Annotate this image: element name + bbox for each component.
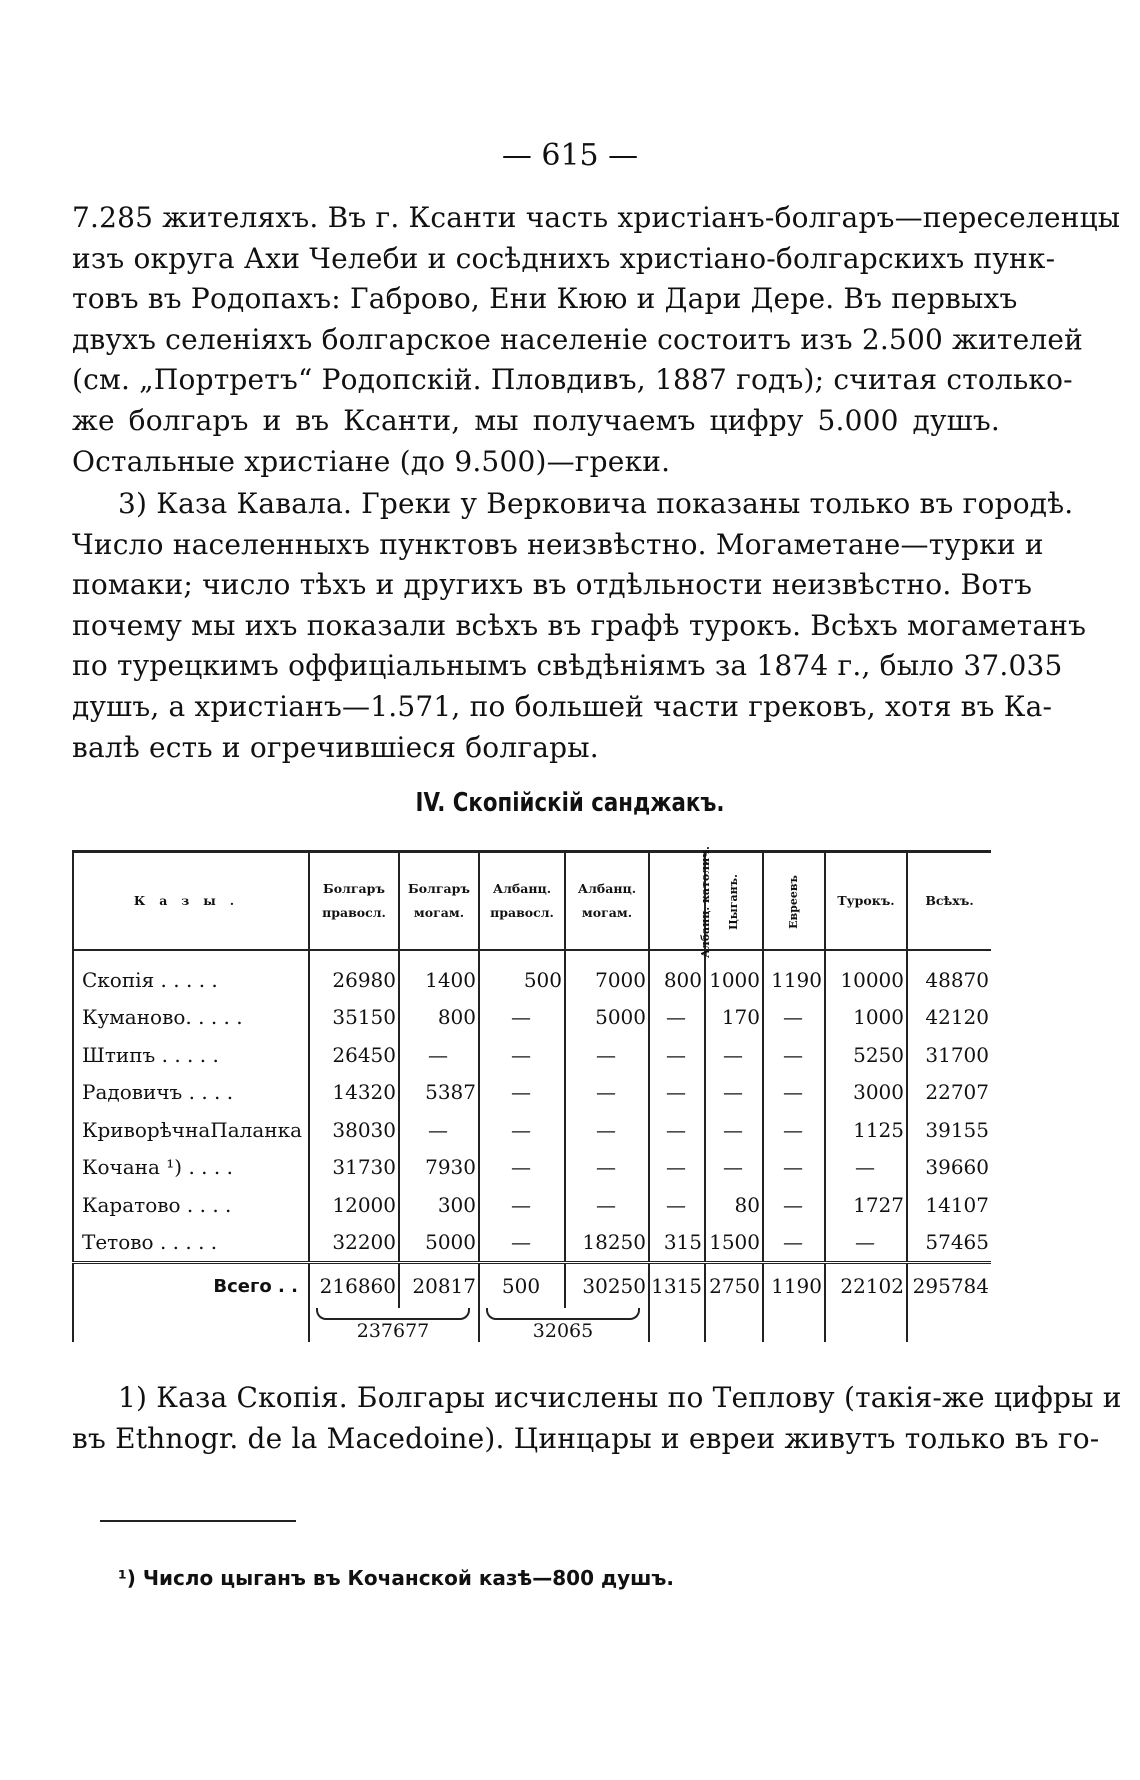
header-alban-mogam: Албанц. могам. bbox=[565, 852, 649, 951]
sum-alban: 32065 bbox=[479, 1308, 649, 1342]
header-evrei: Евреевъ bbox=[763, 852, 825, 951]
text-line: Остальные христiане (до 9.500)—греки. bbox=[72, 444, 671, 478]
table-cell: 31700 bbox=[907, 1036, 991, 1074]
table-cell bbox=[73, 1308, 309, 1342]
total-label: Всего . . bbox=[73, 1263, 309, 1309]
table-cell: — bbox=[565, 1186, 649, 1224]
table-cell: — bbox=[479, 1074, 565, 1112]
table-cell: 7930 bbox=[399, 1149, 479, 1187]
table-header-row bbox=[73, 852, 991, 951]
table-cell: — bbox=[649, 1074, 705, 1112]
table-cell: 31730 bbox=[309, 1149, 399, 1187]
header-bolgar-mogam: Болгаръ могам. bbox=[399, 852, 479, 951]
table-cell: 170 bbox=[705, 999, 763, 1037]
table-row bbox=[73, 1111, 991, 1149]
table-cell: — bbox=[705, 1149, 763, 1187]
table-cell: — bbox=[565, 1074, 649, 1112]
table-cell: 42120 bbox=[907, 999, 991, 1037]
table-cell: — bbox=[763, 1186, 825, 1224]
table-cell: 14320 bbox=[309, 1074, 399, 1112]
header-bolgar-pravosl: Болгаръ правосл. bbox=[309, 852, 399, 951]
table-cell: — bbox=[763, 1224, 825, 1263]
table-cell: 295784 bbox=[907, 1263, 991, 1309]
table-cell: — bbox=[479, 1111, 565, 1149]
table-cell: — bbox=[565, 1149, 649, 1187]
table-cell: 10000 bbox=[825, 950, 907, 999]
text-line: (см. „Портретъ“ Родопскій. Пловдивъ, 1887 годъ); считая столько- bbox=[72, 363, 1073, 397]
table-cell: 1500 bbox=[705, 1224, 763, 1263]
text-line: же болгаръ и въ Ксанти, мы получаемъ цифру 5.000 душъ. bbox=[72, 403, 1000, 437]
table-cell: 1190 bbox=[763, 1263, 825, 1309]
row-name: Скопія . . . . . bbox=[73, 950, 309, 999]
table-cell: — bbox=[825, 1149, 907, 1187]
table-cell: 22707 bbox=[907, 1074, 991, 1112]
table-cell bbox=[705, 1308, 763, 1342]
table-row bbox=[73, 1074, 991, 1112]
row-name: Кочана ¹) . . . . bbox=[73, 1149, 309, 1187]
table-cell: 7000 bbox=[565, 950, 649, 999]
text-line: 3) Каза Кавала. Греки у Верковича показаны только въ городѣ. bbox=[118, 487, 1074, 520]
table-cell: 30250 bbox=[565, 1263, 649, 1309]
paragraph-kavala bbox=[72, 484, 1087, 768]
section-title: IV. Скопійскій санджакъ. bbox=[415, 788, 725, 818]
table-row bbox=[73, 999, 991, 1037]
table-cell: 500 bbox=[479, 1263, 565, 1309]
table-cell: 26980 bbox=[309, 950, 399, 999]
row-name: Куманово. . . . . bbox=[73, 999, 309, 1037]
table-cell: 500 bbox=[479, 950, 565, 999]
table-cell: — bbox=[649, 1149, 705, 1187]
table-cell: — bbox=[649, 1111, 705, 1149]
text-line: 7.285 жителяхъ. Въ г. Ксанти часть христіанъ-болгаръ—переселенцы bbox=[72, 201, 1121, 234]
paragraph-ksanti bbox=[72, 198, 1121, 482]
table-cell: 20817 bbox=[399, 1263, 479, 1309]
table-cell: 5250 bbox=[825, 1036, 907, 1074]
table-cell: 38030 bbox=[309, 1111, 399, 1149]
row-name: Тетово . . . . . bbox=[73, 1224, 309, 1263]
table-total-row bbox=[73, 1263, 991, 1309]
table-cell: 300 bbox=[399, 1186, 479, 1224]
text-line: Число населенныхъ пунктовъ неизвѣстно. Могаметане—турки и bbox=[72, 527, 1044, 561]
table-cell: 12000 bbox=[309, 1186, 399, 1224]
table-row bbox=[73, 1224, 991, 1263]
table-cell bbox=[763, 1308, 825, 1342]
table-cell bbox=[649, 1308, 705, 1342]
table-cell: 5000 bbox=[565, 999, 649, 1037]
table-cell: 1190 bbox=[763, 950, 825, 999]
table-cell: 35150 bbox=[309, 999, 399, 1037]
header-kazy: Казы. bbox=[73, 852, 309, 951]
paragraph-skopje bbox=[72, 1378, 1122, 1459]
table-cell: 14107 bbox=[907, 1186, 991, 1224]
text-line: изъ округа Ахи Челеби и сосѣднихъ христіано-болгарскихъ пунк- bbox=[72, 241, 1056, 275]
table-cell: — bbox=[763, 1149, 825, 1187]
table-cell: 39660 bbox=[907, 1149, 991, 1187]
table-cell: 1400 bbox=[399, 950, 479, 999]
table-cell: 216860 bbox=[309, 1263, 399, 1309]
table-cell: 800 bbox=[649, 950, 705, 999]
table-row bbox=[73, 1186, 991, 1224]
table-cell: 22102 bbox=[825, 1263, 907, 1309]
table-cell: — bbox=[763, 1036, 825, 1074]
table-cell: — bbox=[705, 1036, 763, 1074]
row-name: Каратово . . . . bbox=[73, 1186, 309, 1224]
header-alban-katol: Албанц. католич. bbox=[649, 852, 705, 951]
text-line: двухъ селеніяхъ болгарское населеніе состоитъ изъ 2.500 жителей bbox=[72, 322, 1083, 356]
table-cell: — bbox=[705, 1074, 763, 1112]
table-cell bbox=[907, 1308, 991, 1342]
table-cell: 1125 bbox=[825, 1111, 907, 1149]
table-cell: 1000 bbox=[825, 999, 907, 1037]
table-cell: 18250 bbox=[565, 1224, 649, 1263]
table-cell: — bbox=[479, 1186, 565, 1224]
table-cell: 1727 bbox=[825, 1186, 907, 1224]
table-cell: 57465 bbox=[907, 1224, 991, 1263]
table-cell: 26450 bbox=[309, 1036, 399, 1074]
text-line: въ Ethnogr. de la Macedoine). Цинцары и евреи живутъ только въ го- bbox=[72, 1421, 1100, 1455]
table-cell: — bbox=[705, 1111, 763, 1149]
text-line: помаки; число тѣхъ и другихъ въ отдѣльности неизвѣстно. Вотъ bbox=[72, 568, 1033, 602]
table-cell: — bbox=[649, 1186, 705, 1224]
page-number: — 615 — bbox=[501, 138, 639, 173]
text-line: почему мы ихъ показали всѣхъ въ графѣ турокъ. Всѣхъ могаметанъ bbox=[72, 608, 1087, 642]
table-cell: 800 bbox=[399, 999, 479, 1037]
table-row bbox=[73, 1036, 991, 1074]
table-cell: — bbox=[479, 1036, 565, 1074]
table-cell: — bbox=[649, 999, 705, 1037]
text-line: по турецкимъ оффиціальнымъ свѣдѣніямъ за 1874 г., было 37.035 bbox=[72, 649, 1063, 683]
table-cell: — bbox=[763, 1111, 825, 1149]
table-cell: — bbox=[479, 1224, 565, 1263]
row-name: КриворѣчнаПаланка bbox=[73, 1111, 309, 1149]
text-line: товъ въ Родопахъ: Габрово, Ени Кюю и Дари Дере. Въ первыхъ bbox=[72, 282, 1018, 316]
footnote-divider bbox=[100, 1520, 296, 1522]
table-cell: 2750 bbox=[705, 1263, 763, 1309]
header-turok: Турокъ. bbox=[825, 852, 907, 951]
header-vseh: Всѣхъ. bbox=[907, 852, 991, 951]
text-line: 1) Каза Скопія. Болгары исчислены по Теплову (такія-же цифры и bbox=[118, 1381, 1122, 1414]
brace-mark bbox=[316, 1308, 470, 1320]
table-cell: 5000 bbox=[399, 1224, 479, 1263]
brace-mark bbox=[486, 1308, 640, 1320]
table-row bbox=[73, 950, 991, 999]
table-subtotal-row bbox=[73, 1308, 991, 1342]
table-cell: — bbox=[399, 1111, 479, 1149]
table-cell: 1315 bbox=[649, 1263, 705, 1309]
table-cell: — bbox=[763, 1074, 825, 1112]
table-cell: 3000 bbox=[825, 1074, 907, 1112]
table-cell bbox=[825, 1308, 907, 1342]
footnote: ¹) Число цыганъ въ Кочанской казѣ—800 душъ. bbox=[118, 1566, 675, 1590]
header-alban-pravosl: Албанц. правосл. bbox=[479, 852, 565, 951]
table-cell: — bbox=[825, 1224, 907, 1263]
table-row bbox=[73, 1149, 991, 1187]
table-cell: — bbox=[479, 999, 565, 1037]
table-cell: — bbox=[479, 1149, 565, 1187]
header-cygan: Цыганъ. bbox=[705, 852, 763, 951]
table-cell: — bbox=[649, 1036, 705, 1074]
table-cell: — bbox=[399, 1036, 479, 1074]
text-line: валѣ есть и огречившіеся болгары. bbox=[72, 730, 599, 764]
table-cell: — bbox=[565, 1111, 649, 1149]
text-line: душъ, а христіанъ—1.571, по большей части грековъ, хотя въ Ка- bbox=[72, 689, 1053, 723]
table-cell: 32200 bbox=[309, 1224, 399, 1263]
row-name: Радовичъ . . . . bbox=[73, 1074, 309, 1112]
table-cell: 48870 bbox=[907, 950, 991, 999]
sum-bolgar: 237677 bbox=[309, 1308, 479, 1342]
table-cell: — bbox=[565, 1036, 649, 1074]
table-cell: 80 bbox=[705, 1186, 763, 1224]
table-cell: 39155 bbox=[907, 1111, 991, 1149]
row-name: Штипъ . . . . . bbox=[73, 1036, 309, 1074]
table-cell: 5387 bbox=[399, 1074, 479, 1112]
table-cell: — bbox=[763, 999, 825, 1037]
population-table bbox=[72, 845, 991, 1342]
table-cell: 1000 bbox=[705, 950, 763, 999]
table-cell: 315 bbox=[649, 1224, 705, 1263]
